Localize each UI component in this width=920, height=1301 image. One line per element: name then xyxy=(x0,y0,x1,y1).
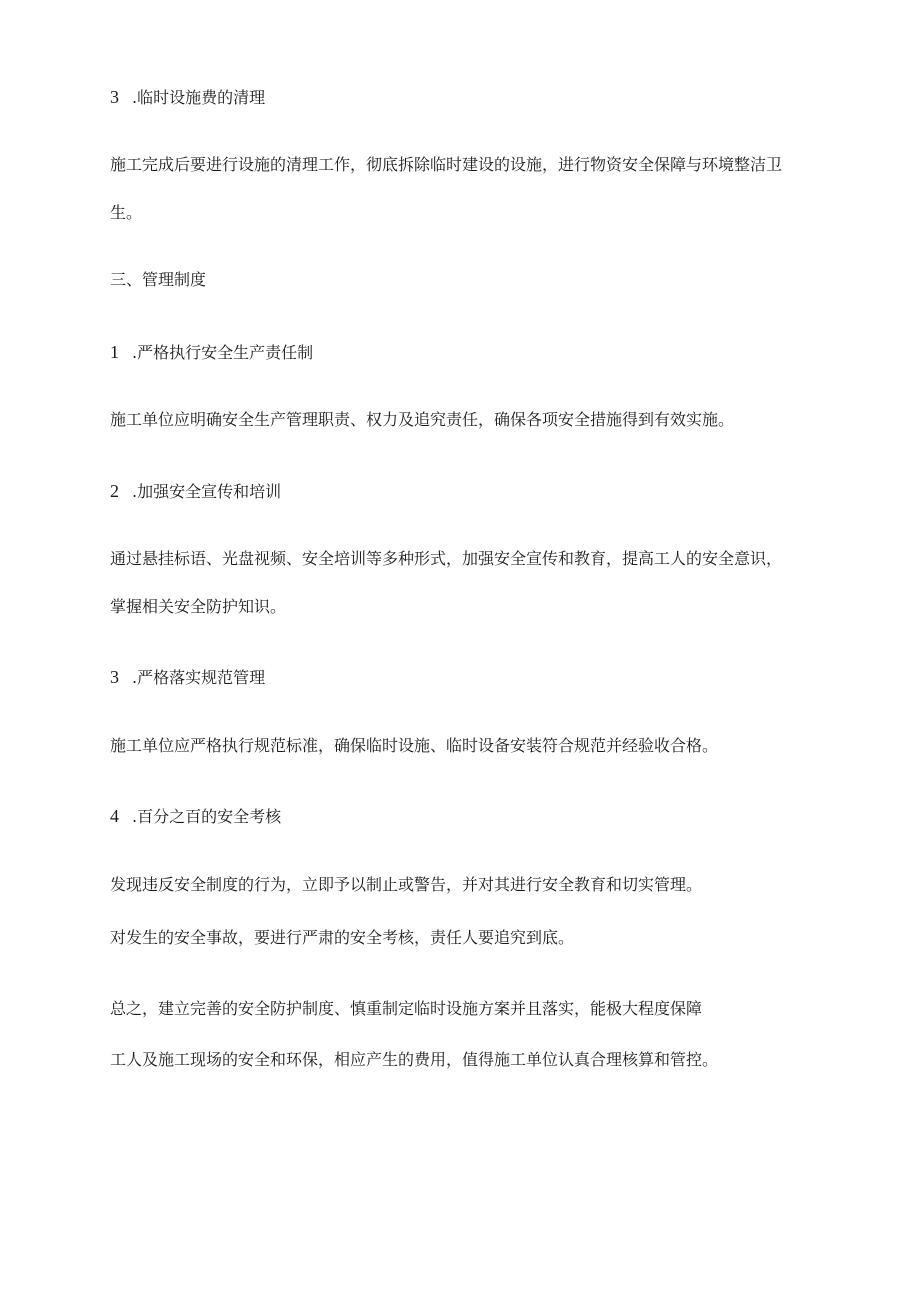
item-number: 3 xyxy=(110,87,119,107)
paragraph-line: 对发生的安全事故，要进行严肃的安全考核，责任人要追究到底。 xyxy=(110,928,575,947)
item-number: 1 xyxy=(110,342,119,362)
paragraph-line: 通过悬挂标语、光盘视频、安全培训等多种形式，加强安全宣传和教育，提高工人的安全意识， xyxy=(110,549,783,568)
section-heading-management: 三、管理制度 xyxy=(110,270,207,289)
subheading-standards-management xyxy=(110,667,265,688)
subheading-safety-training xyxy=(110,481,281,502)
paragraph-line: 施工单位应明确安全生产管理职责、权力及追究责任，确保各项安全措施得到有效实施。 xyxy=(110,410,735,429)
paragraph-line: 发现违反安全制度的行为，立即予以制止或警告，并对其进行安全教育和切实管理。 xyxy=(110,875,703,894)
item-number: 4 xyxy=(110,806,119,826)
conclusion-line: 工人及施工现场的安全和环保，相应产生的费用，值得施工单位认真合理核算和管控。 xyxy=(110,1050,719,1069)
subheading-text: .加强安全宣传和培训 xyxy=(132,482,282,501)
subheading-text: .严格执行安全生产责任制 xyxy=(132,343,314,362)
paragraph-line: 生。 xyxy=(110,203,143,222)
paragraph-line: 施工完成后要进行设施的清理工作，彻底拆除临时建设的设施，进行物资安全保障与环境整洁卫 xyxy=(110,155,783,174)
subheading-text: .临时设施费的清理 xyxy=(132,88,266,107)
subheading-temp-facility-cleanup xyxy=(110,87,265,108)
subheading-safety-responsibility xyxy=(110,342,313,363)
item-number: 3 xyxy=(110,667,119,687)
subheading-safety-assessment xyxy=(110,806,281,827)
item-number: 2 xyxy=(110,481,119,501)
paragraph-line: 施工单位应严格执行规范标准，确保临时设施、临时设备安装符合规范并经验收合格。 xyxy=(110,736,719,755)
conclusion-line: 总之，建立完善的安全防护制度、慎重制定临时设施方案并且落实，能极大程度保障 xyxy=(110,999,703,1018)
subheading-text: .严格落实规范管理 xyxy=(132,668,266,687)
paragraph-line: 掌握相关安全防护知识。 xyxy=(110,597,287,616)
subheading-text: .百分之百的安全考核 xyxy=(132,807,282,826)
